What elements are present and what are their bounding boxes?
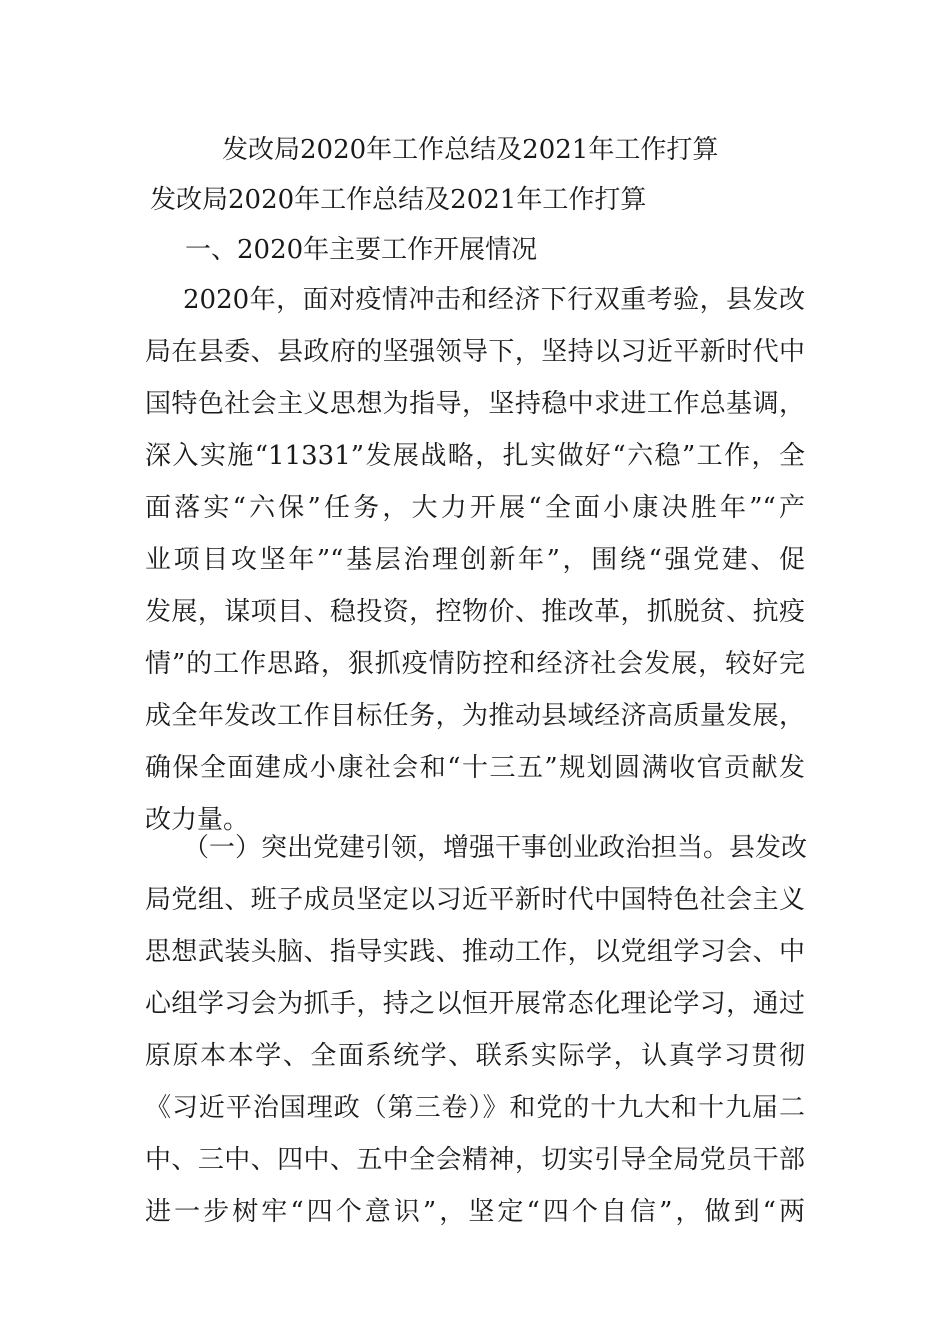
text-line: 业项目攻坚年”“基层治理创新年”，围绕“强党建、促	[145, 545, 805, 575]
paragraph-1	[145, 274, 805, 846]
text-line: 原原本本学、全面系统学、联系实际学，认真学习贯彻	[145, 1041, 805, 1071]
text-line: 2020年，面对疫情冲击和经济下行双重考验，县发改	[183, 285, 805, 315]
text-line: 进一步树牢“四个意识”，坚定“四个自信”，做到“两	[145, 1197, 805, 1227]
text-line: 中、三中、四中、五中全会精神，切实引导全局党员干部	[145, 1145, 805, 1175]
text-line: 局党组、班子成员坚定以习近平新时代中国特色社会主义	[145, 885, 805, 915]
text-line: 改力量。	[145, 805, 250, 835]
text-line: 局在县委、县政府的坚强领导下，坚持以习近平新时代中	[145, 337, 805, 367]
document-subtitle: 发改局2020年工作总结及2021年工作打算	[150, 185, 647, 215]
document-title: 发改局2020年工作总结及2021年工作打算	[222, 135, 719, 165]
text-line: 面落实“六保”任务，大力开展“全面小康决胜年”“产	[145, 493, 805, 523]
text-line: 国特色社会主义思想为指导，坚持稳中求进工作总基调，	[145, 389, 805, 419]
text-line: 思想武装头脑、指导实践、推动工作，以党组学习会、中	[145, 937, 805, 967]
text-line: 深入实施“11331”发展战略，扎实做好“六稳”工作，全	[145, 441, 805, 471]
text-line: 发展，谋项目、稳投资，控物价、推改革，抓脱贫、抗疫	[145, 597, 805, 627]
paragraph-2	[145, 822, 808, 1238]
text-line: （一）突出党建引领，增强干事创业政治担当。县发改	[183, 833, 808, 863]
section-heading: 一、2020年主要工作开展情况	[185, 235, 538, 265]
text-line: 《习近平治国理政（第三卷）》和党的十九大和十九届二	[145, 1093, 805, 1123]
text-line: 情”的工作思路，狠抓疫情防控和经济社会发展，较好完	[145, 649, 805, 679]
text-line: 确保全面建成小康社会和“十三五”规划圆满收官贡献发	[145, 753, 805, 783]
text-line: 心组学习会为抓手，持之以恒开展常态化理论学习，通过	[145, 989, 805, 1019]
text-line: 成全年发改工作目标任务，为推动县域经济高质量发展，	[145, 701, 805, 731]
